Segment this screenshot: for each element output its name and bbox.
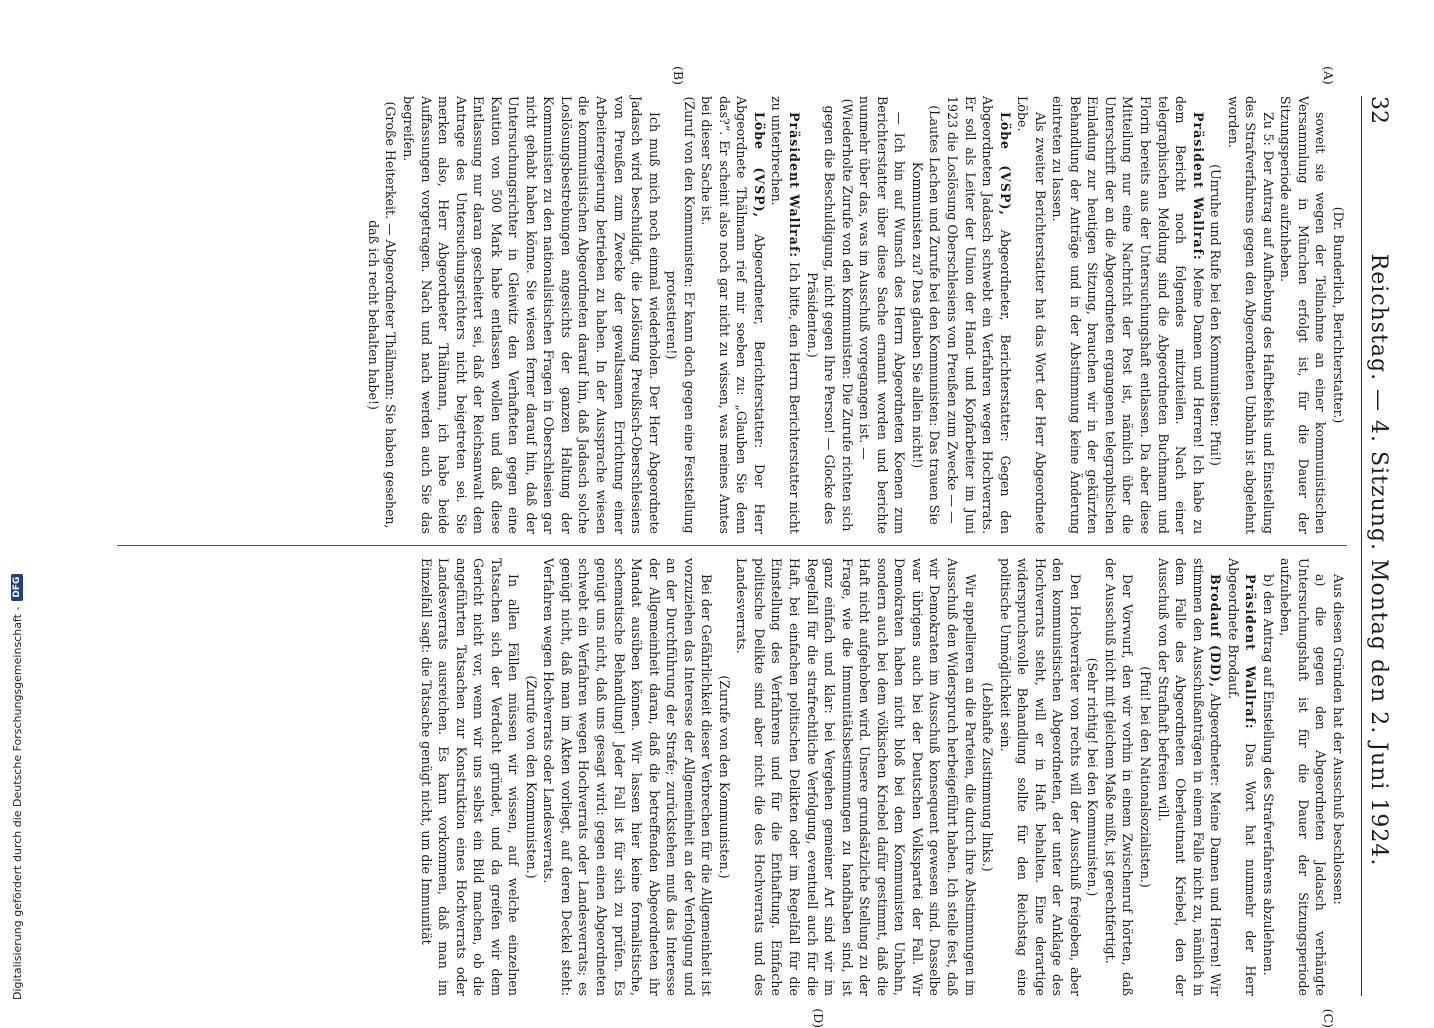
page-header [1361,96,1405,996]
margin-mark-c: (C) [1321,1008,1336,1028]
right-column [117,558,1347,1028]
paragraph: Abgeordneter, Berichterstatter: Der Herr Abgeordnete Thälmann rief mir soeben zu: „Glauben Sie denn das?“. Er scheint also noch gar nicht zu wissen, was meines Amtes bei dieser Sache ist. [699,96,767,534]
paragraph: Das Wort hat nunmehr der Herr Abgeordnete Brodauf. [1225,558,1259,996]
page-title: Reichstag. — 4. Sitzung. Montag den 2. Juni 1924. [1366,253,1391,867]
interjection: (Wiederholte Zurufe von den Kommunisten: Die Zurufe richten sich gegen die Beschuldigung, nicht gegen Ihre Person! — Glocke des Präsidenten.) [804,98,855,532]
paragraph: Den Hochverräter von rechts will der Ausschuß freigeben, aber den kommunistischen Abgeordneten, der unter der Anklage des Hochverrats steht, will er in Haft behalten. Eine derartige widerspruchsvolle Behandlung sollte für den Reichstag eine politische Unmöglichkeit sein. [997,558,1083,996]
paragraph: Ich bitte, den Herrn Berichterstatter nicht zu unterbrechen. [769,96,803,534]
speaker-name: Löbe (VSP), [751,112,767,218]
speaker-name: Brodauf (DD), [1208,574,1224,689]
paragraph: Ich muß mich noch einmal wiederholen. Der Herr Abgeordnete Jadasch wird beschuldigt, die Loslösung Preußisch-Oberschlesiens von Preußen zum Zwecke der gewaltsamen Errichtung einer Arbeiterregierung betrieben zu haben. In der Aussprache wiesen die kommunistischen Abgeordneten darauf hin, daß Jadasch solche Loslösungsbestrebungen angesichts der ganzen Haltung der Kommunisten zu den nationalistischen Fragen in Oberschlesien gar nicht gehabt haben könne. Sie wiesen ferner darauf hin, daß der Untersuchungsrichter in Gleiwitz den Verhafteten gegen eine Kaution von 500 Mark habe entlassen wollen und daß diese Entlassung nur daran gescheitert sei, daß der Reichsanwalt dem Antrage des Untersuchungsrichters nicht beigetreten sei. Sie merken also, Herr Abgeordneter Thälmann, ich habe beide Auffassungen vorgetragen. Nach und nach werden auch Sie das begreifen. [401,96,662,534]
scanned-page [105,66,1405,1028]
paragraph: Abgeordneter, Berichterstatter: Gegen den Abgeordneten Jadasch schwebt ein Verfahren wegen Hochverrats. Er soll als Leiter der Union der Hand- und Kopfarbeiter im Juni 1923 die Loslösung Oberschlesiens von Preußen zum Zwecke — — [944,96,1013,534]
paragraph: Meine Damen und Herren! Ich habe zu dem Bericht noch folgendes mitzuteilen. Nach einer telegraphischen Meldung sind die Abgeordneten Buchmann und Florin bereits aus der Untersuchungshaft entlassen. Da aber diese Mitteilung nur eine Nachricht der Post ist, nämlich über die Unterschrift der an die Abgeordneten ergangenen telegraphischen Einladung zur heutigen Sitzung, brauchen wir in der gekürzten Behandlung der Anträge und in der Abstimmung keine Änderung eintreten zu lassen. [1050,96,1206,534]
paragraph: Bei der Gefährlichkeit dieser Verbrechen für die Allgemeinheit ist vorzuziehen das Interesse der Allgemeinheit an der Verfolgung und an der Durchführung der Strafe; zurückstehen muß das Interesse der Allgemeinheit daran, daß die betreffenden Abgeordneten ihr Mandat ausüben können. Wir lassen hier keine formalistische, schematische Behandlung! Jeder Fall ist für sich zu prüfen. Es genügt uns nicht, daß uns gesagt wird: gegen einen Abgeordneten schwebt ein Verfahren wegen Hochverrats oder Landesverrats; es genügt nicht, daß man im Akten vorliegt, auf deren Deckel steht: Verfahren wegen Hochverrats oder Landesverrats. [541,558,715,996]
interjection: (Pfui! bei den Nationalsozialisten.) [1137,666,1153,888]
paragraph: In allen Fällen müssen wir wissen, auf welche einzelnen Tatsachen sich der Verdacht gründet, und da greifen wir dem Gericht nicht vor, wenn wir uns selbst ein Bild machen, ob die angeführten Tatsachen zur Konstruktion eines Hochverrats oder Landesverrats ausreichen. Es kann vorkommen, daß man im Einzelfall sagt: die Tatsache genügt nicht, um die Immunität [418,558,522,996]
interjection: (Zurufe von den Kommunisten.) [523,675,539,879]
speaker-name: Präsident Wallraf: [1190,112,1206,261]
paragraph: soweit sie wegen der Teilnahme an einer kommunistischen Versammlung in München erfolgt ist, für die Dauer der Sitzungsperiode aufzuheben. [1278,96,1329,534]
paragraph: Als zweiter Berichterstatter hat das Wort der Herr Abgeordnete Löbe. [1015,96,1048,534]
list-item: a) die gegen den Abgeordneten Jadasch verhängte Untersuchungshaft ist für die Dauer der Sitzungsperiode aufzuheben, [1278,558,1329,996]
page-number: 32 [1366,96,1391,124]
paragraph: — Ich bin auf Wunsch des Herrn Abgeordneten Koenen zum Berichterstatter über diese Sache ernannt worden und berichte nunmehr über das, was im Ausschuß vorgegangen ist. — [857,96,908,534]
digitization-credit [8,0,26,1000]
column-divider [117,545,1347,546]
credit-text: Digitalisierung gefördert durch die Deutsche Forschungsgemeinschaft - [10,606,24,1000]
margin-mark-d: (D) [811,1008,826,1028]
paragraph: Der Vorwurf, den wir vorhin in einem Zwischenruf hörten, daß der Ausschuß nicht mit gleichem Maße mißt, ist gerechtfertigt. [1102,558,1136,996]
left-column [117,66,1347,534]
paragraph: Zu 5: Der Antrag auf Aufhebung des Haftbefehls und Einstellung des Strafverfahrens gegen den Abgeordneten Unbahn ist abgelehnt worden. [1225,96,1276,534]
interjection: (Lebhafte Zustimmung links.) [980,682,996,872]
speaker-name: Präsident Wallraf: [787,112,803,259]
margin-mark-b: (B) [671,66,686,85]
paragraph: (Dr. Bunderlich, Berichterstatter.) [1331,206,1346,424]
interjection: (Unruhe und Rufe bei den Kommunisten: Pfui!) [1208,164,1224,466]
interjection: (Große Heiterkeit. — Abgeordneter Thälmann: Sie haben gesehen, daß ich recht behalten habe!) [365,101,399,529]
interjection: (Zuruf von den Kommunisten: Er kann doch gegen eine Feststellung protestieren!) [664,96,697,534]
paragraph: Wir appellieren an die Parteien, die durch ihre Abstimmungen im Ausschuß den Widerspruch herbeigeführt haben. Ich stelle fest, daß wir Demokraten im Ausschuß konsequent gewesen sind. Dasselbe war übrigens auch bei der Deutschen Volkspartei der Fall. Wir Demokraten haben nicht bloß bei dem Kommunisten Unbahn, sondern auch bei dem völkischen Kriebel dafür gestimmt, daß die Haft nicht aufgehoben wird. Unsere grundsätzliche Stellung zu der Frage, wie die Immunitätsbestimmungen zu handhaben sind, ist ganz einfach und klar: bei Vergehen gemeiner Art sind wir im Regelfall für die strafrechtliche Verfolgung, eventuell auch für die Haft, bei einfachen politischen Delikten oder im Regelfall für die Einstellung des Verfahrens und für die Enthaftung. Einfache politische Delikte sind aber nicht die des Hochverrats und des Landesverrats. [734,558,978,996]
margin-mark-a: (A) [1321,66,1336,85]
speaker-name: Präsident Wallraf: [1243,574,1259,730]
speaker-name: Löbe (VSP), [997,112,1013,216]
interjection: (Zurufe von den Kommunisten.) [716,675,732,879]
interjection: (Lautes Lachen und Zurufe bei den Kommunisten: Das trauen Sie Kommunisten zu? Das glauben Sie allein nicht!) [909,105,943,525]
dfg-logo: DFG [11,574,23,601]
interjection: (Sehr richtig! bei den Kommunisten.) [1085,657,1101,897]
paragraph: Abgeordneter: Meine Damen und Herren! Wir stimmen den Ausschußanträgen in einem Falle nicht zu, nämlich in dem Falle des Abgeordneten Oberleutnant Kriebel, den der Ausschuß von der Strafhaft befreien will. [1155,558,1224,996]
list-item: b) den Antrag auf Einstellung des Strafverfahrens abzulehnen. [1260,574,1276,976]
paragraph: Aus diesen Gründen hat der Ausschuß beschlossen: [1331,574,1346,905]
